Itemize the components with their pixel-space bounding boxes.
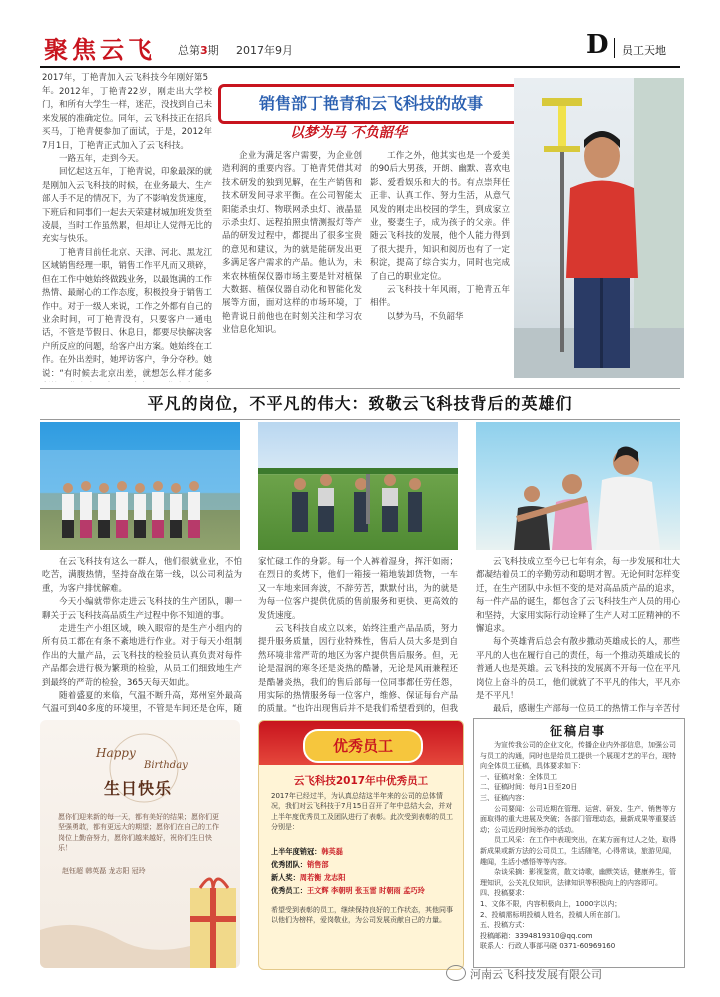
call-for-papers-body: 为宣传我公司的企业文化，传播企业内外部信息，加强公司与员工的沟通，同时也是给员工提供一个展现才艺的平台，现特向全体员工征稿，具体要求如下： 一、征稿对象：全体员工 二、征稿时间：每月1日至20日 三、征稿内容： 公司要闻：公司近期在管理、运营、研发、生产、销售等方面取得的重大进展及突破；各部门管理动态，最新成果等重要活动；公司近段时间举办的活动。 员工风采：在工作中表现突出，在某方面有过人之处，取得新成果或新方法的公司员工，生活随笔，心得常谈，旅游见闻，趣闻，生活小感悟等等内容。 杂谈采摘：影视鉴赏，散文诗歌，幽默笑话，健康养生，管理知识，公关礼仪知识，法律知识等积极向上的内容即可。 四、投稿要求： 1、文体不限，内容积极向上，1000字以内； 2、投稿需标明投稿人姓名，投稿人所在部门。 五、投稿方式： 投稿邮箱：3394819310@qq.com 联系人：行政人事部马晓 0371-60969160 — [480, 741, 676, 951]
header-rule — [40, 66, 680, 68]
photo-ding-yanqing — [514, 78, 684, 378]
section-name: 员工天地 — [622, 44, 666, 57]
heroes-column-1: 在云飞科技有这么一群人，他们很就业业，不怕吃苦，满腹热情，坚持奋战在第一线，以公司利益为重，为客户排忧解难。 今天小编就带你走进云飞科技的生产团队，聊一聊关于云飞科技高品质生产过程中你不知道的事。 走进生产小组区域，映入眼帘的是生产小组内的所有员工都在有条不紊地进行作业。对于每天小组制作出的大量产品，云飞科技的检验员认真负责对每件产品都会进行极为繁琐的检验，从员工们细致地生产到最终的严苛的检验，365天每天如此。 随着盛夏的来临，气温不断升高，郑州室外最高气温可到40多度的环境里，不管是车间还是仓库，随 — [42, 557, 242, 714]
story-column-2: 企业为满足客户需要，为企业创造利润的重要内容。丁艳青凭借其对技术研发的独到见解，在生产销售和技术研发间寻求平衡。在公司智能太阳能杀虫灯、物联网杀虫灯、液晶显示杀虫灯、远程拍照虫情测报灯等产品的研发过程中，都提出了很多宝贵的意见和建议，为的就是能研发出更多满足客户需求的产品。他认为，未来农林植保仪器市场主要是针对植保大数据、植保仪器自动化和智能化发展等方面，面对这样的市场环境，丁艳青说日前他也在时刻关注和学习农业信息化知识。 — [222, 151, 362, 336]
birthday-title: 生日快乐 — [104, 779, 173, 798]
heroes-column-3: 云飞科技成立至今已七年有余，每一步发展和壮大都凝结着员工的辛勤劳动和聪明才智。无论何时怎样变迁，在生产团队中永恒不变的是对高品质产品的追求，每一件产品的诞生，都包含了云飞科技生产人员的用心和坚持，大家用实际行动诠释了生产人对工匠精神的不懈追求。 每个英雄背后总会有散步撒动英雄成长的人，那些平凡的人也在履行自己的责任，每一个推动英雄成长的普通人也是英雄。云飞科技的发展离不开每一位在平凡岗位上奋斗的员工，他们就就了不平凡的伟大，平凡亦是不平凡！ 最后，感谢生产部每一位员工的热情工作与辛苦付 — [476, 557, 680, 714]
photo-production-team — [40, 422, 240, 550]
story-title: 销售部丁艳青和云飞科技的故事 — [218, 84, 524, 124]
award-card — [258, 720, 464, 970]
photo-workers-waving — [476, 422, 680, 550]
award-list — [271, 845, 457, 897]
award-row: 上半年度销冠：韩英磊 — [271, 847, 343, 856]
award-title: 云飞科技2017年中优秀员工 — [293, 775, 429, 787]
section-letter: D — [586, 30, 609, 60]
header-divider — [614, 38, 615, 58]
call-for-papers-title: 征稿启事 — [549, 724, 606, 738]
heroes-banner: 平凡的岗位，不平凡的伟大：致敬云飞科技背后的英雄们 — [40, 388, 680, 420]
story-intro: 2017年，丁艳青加入云飞科技今年刚好第5年。 — [42, 73, 208, 97]
award-row: 优秀团队：销售部 — [271, 860, 329, 869]
wechat-icon — [446, 965, 466, 981]
birthday-happy: Happy — [96, 746, 136, 760]
birthday-wish: 愿你们迎来新的每一天，都有美好的结果；愿你们更坚强勇敢，都有更远大的期望；愿你们在自己的工作岗位上勤奋努力，愿你们越来越好，祝你们生日快乐！ — [58, 813, 219, 853]
portrait-illustration — [514, 78, 684, 378]
heroes-column-2: 家忙碌工作的身影。每一个人裤着湿身，挥汗如雨；在烈日的炙烤下，他们一箱接一箱地装卸货物，一车又一车地来回奔波，不辞劳苦，默默付出，为的就是为每一位客户提供优质的售前服务和更快、更高效的发货速度。 云飞科技自成立以来，始终注重产品品质，努力提升服务质量，因行业特殊性，售后人员大多是到自然环境非常严苛的地区为客户提供售后服务。但，无论是湿润的寒冬还是炎热的酷暑，无论是风雨兼程还是酷暑炎热，我们的售后部每一位同事都任劳任怨，用实际的热情服务每一位客户，维修、保证每台产品的质量。“也许出现售后并不是我们希望看到的，但我 — [258, 557, 458, 714]
award-row: 新人奖：周若衡 龙志阳 — [271, 873, 346, 882]
issue-number: 总第3期 — [178, 44, 219, 57]
award-badge: 优秀员工 — [303, 729, 423, 763]
birthday-card — [40, 720, 240, 968]
newspaper-logo: 聚焦云飞 — [44, 35, 156, 64]
publisher-watermark: 河南云飞科技发展有限公司 — [470, 968, 602, 981]
photo-after-sales-team — [258, 422, 458, 550]
award-outro: 希望受到表彰的员工，继续保持良好的工作状态，其他同事以他们为榜样，爱岗敬业，为公司发展贡献自己的力量。 — [271, 906, 453, 925]
award-intro: 2017年已经过半，为认真总结这半年来的公司的总体情况，我们对云飞科技于7月15日召开了年中总结大会，并对上半年度优秀员工及团队进行了表彰。此次受到表彰的员工分别是： — [271, 792, 453, 832]
page-header — [0, 0, 720, 70]
award-row: 优秀员工：王文辉 李朝明 张玉雷 时朝雨 孟巧玲 — [271, 886, 425, 895]
issue-date: 2017年9月 — [236, 44, 293, 57]
story-column-3: 工作之外，他其实也是一个爱美的90后大男孩，开朗、幽默、喜欢电影、爱看娱乐和大的书。有点崇拜任正非、认真工作、努力生活，从意气风发的刚走出校园的学生，到成家立业，娶妻生子，成为孩子的父亲。伴随云飞科技的发展，他个人能力得到了很大提升，知识和阅历也有了一定积淀，提高了综合实力，同时也完成了自己的职业定位。 云飞科技十年风雨，丁艳青五年相伴。 以梦为马，不负韶华 — [370, 151, 510, 322]
birthday-names: 赵钰超 韩英磊 龙志阳 冠玲 — [62, 867, 146, 875]
birthday-en: Birthday — [144, 760, 188, 771]
story-subtitle: 以梦为马 不负韶华 — [290, 125, 407, 141]
story-column-1: 2012年，丁艳青22岁，刚走出大学校门，和所有大学生一样，迷茫，没找到自己未来发展的准确定位。同年，云飞科技正在招兵买马，丁艳青便参加了面试，于是，2012年7月1日，丁艳青正式加入了云飞科技。 一路五年，走到今天。 回忆起这五年，丁艳青说，印象最深的就是刚加入云飞科技的时候，在业务最大、生产部人手不足的情况下，为了不影响发货速度，下班后和同事们一起去天荣建材城加班发货至凌晨，当时工作虽然累，但却让人觉得无比的充实与快乐。 丁艳青目前任北京、天津、河北、黑龙江区域销售经理一职，销售工作平凡而又琐碎，但在工作中她始终做践业务，以最饱满的工作热情、最耐心的工作态度，积极投身于销售工作中。对于一级人来说，工作之外都有自己的业余时间，可丁艳青没有，只要客户一通电话，不管是节假日、休息日，都要尽快解决客户所反应的问题，给客户出方案。她始终在工作。在外出差时，她坪访客户，争分夺秒。她说：“有时候去北京出差，就想怎么样才能多 — [42, 87, 212, 379]
